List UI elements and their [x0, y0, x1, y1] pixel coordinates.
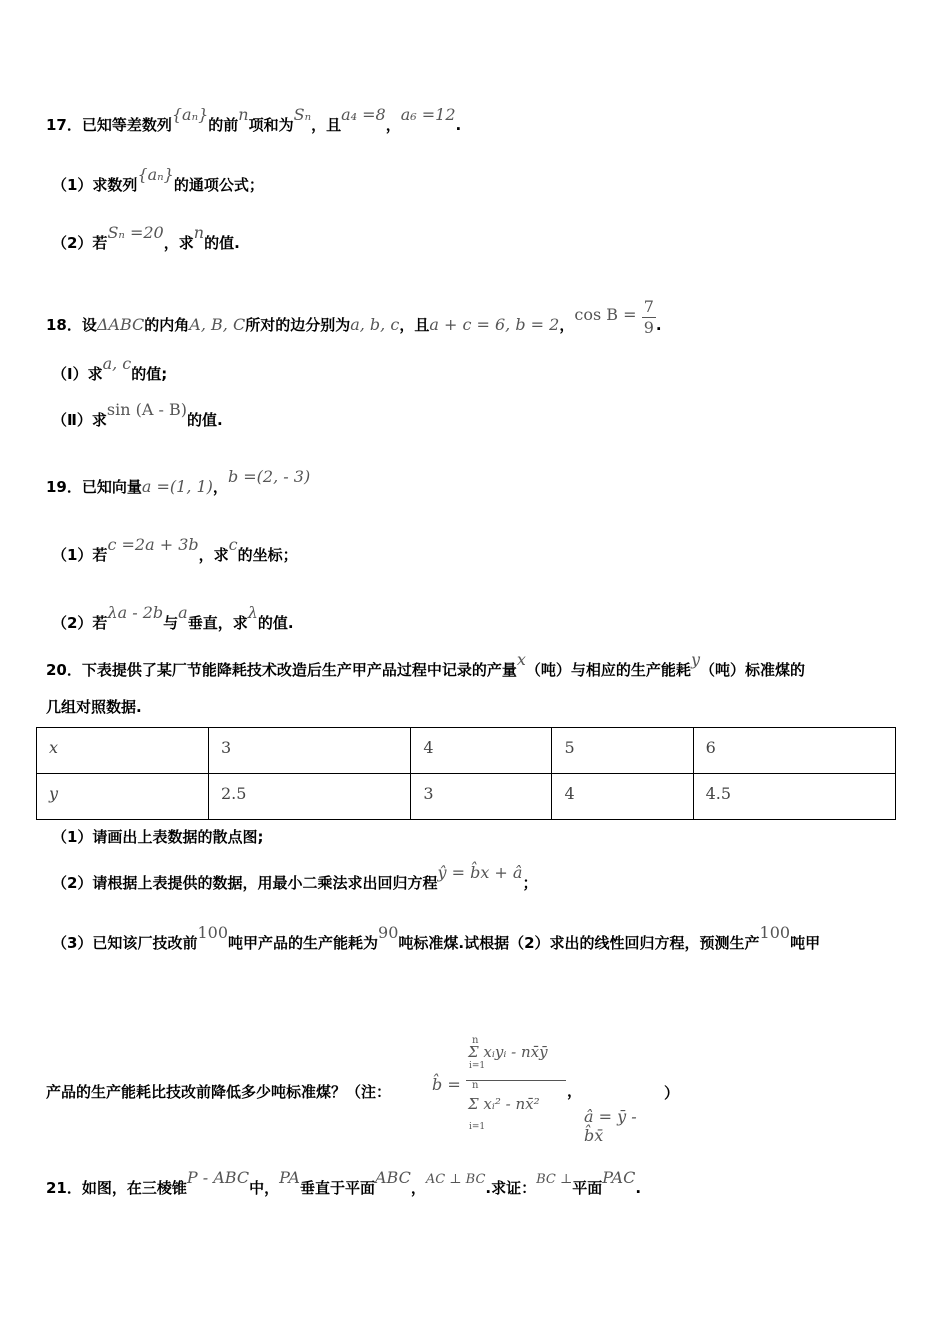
q17-part1: （1）求数列{aₙ}的通项公式；: [52, 165, 264, 194]
data-table: [36, 727, 896, 820]
table-cell: 3: [209, 728, 411, 774]
table-cell: 4.5: [693, 774, 895, 820]
table-cell: y: [37, 774, 209, 820]
q18-part1: （Ⅰ）求a, c的值;: [52, 354, 168, 383]
table-cell: x: [37, 728, 209, 774]
table-row: [37, 728, 896, 774]
q19-part1: （1）若c =2a + 3b，求c的坐标；: [52, 535, 298, 564]
table-cell: 4: [411, 728, 552, 774]
q20-stem: 20．下表提供了某厂节能降耗技术改造后生产甲产品过程中记录的产量x（吨）与相应的生产能耗y（吨）标准煤的: [46, 650, 805, 679]
q21-stem: 21．如图，在三棱锥P - ABC中，PA垂直于平面ABC，AC ⊥ BC.求证：BC ⊥平面PAC.: [46, 1168, 642, 1197]
table-cell: 2.5: [209, 774, 411, 820]
q18-part2: （Ⅱ）求sin (A - B)的值.: [52, 400, 223, 429]
table-cell: 3: [411, 774, 552, 820]
q18-stem: 18．设ΔABC的内角A, B, C所对的边分别为a, b, c，且a + c = 6, b = 2，cos B = $\frac{7}{9}$ .: [46, 297, 662, 337]
q17-stem: 17．已知等差数列{aₙ}的前n项和为Sₙ，且a₄ =8，a₆ =12.: [46, 105, 462, 134]
q20-part2: （2）请根据上表提供的数据，用最小二乘法求出回归方程ŷ = b̂x + â；: [52, 863, 538, 892]
q20-part3: （3）已知该厂技改前100吨甲产品的生产能耗为90吨标准煤.试根据（2）求出的线性回归方程，预测生产100吨甲: [52, 923, 821, 952]
table-cell: 6: [693, 728, 895, 774]
table-row: [37, 774, 896, 820]
q17-part2: （2）若Sₙ =20，求n的值.: [52, 223, 240, 252]
seq-notation: {aₙ}: [171, 105, 209, 124]
q20-part3-line2: 产品的生产能耗比技改前降低多少吨标准煤？（注：: [46, 1083, 392, 1101]
q19-part2: （2）若λa - 2b与a垂直，求λ的值.: [52, 603, 294, 632]
table-cell: 5: [552, 728, 693, 774]
q20-stem-line2: 几组对照数据.: [46, 698, 142, 716]
q20-part1: （1）请画出上表数据的散点图;: [52, 828, 264, 846]
q19-stem: 19．已知向量a =(1, 1)，b =(2, - 3): [46, 467, 311, 496]
regression-formula: b̂ = n n i=1 i=1 Σ xᵢyᵢ - nx̄ȳ Σ xᵢ² - nx̄² ， â = ȳ - b̂x̄ ）: [432, 1035, 680, 1145]
cos-fraction: $\frac{7}{9}$: [643, 297, 654, 337]
table-cell: 4: [552, 774, 693, 820]
